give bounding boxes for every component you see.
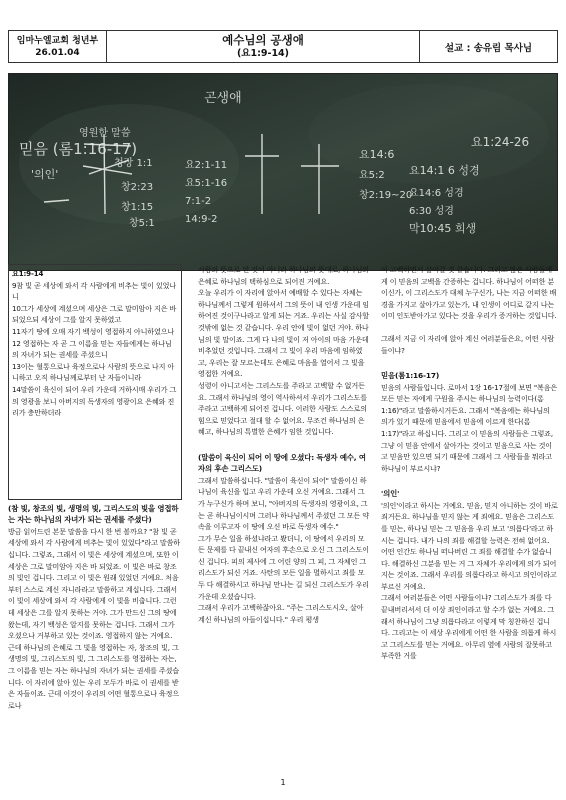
column-2 bbox=[195, 264, 369, 625]
scripture-verse: 11자기 땅에 오매 자기 백성이 영접하지 아니하였으나 bbox=[12, 326, 175, 336]
board-text: 요5:2 bbox=[359, 170, 385, 181]
body-paragraph: 그가 무슨 일을 하셨냐라고 봤더니, 이 땅에서 우리의 모든 문제를 다 끝내신 여자의 후손으로 오신 그 그리스도이신 겁니다. 피의 제사에 그 어린 양의 그 피, 그 자체인 그리스도가 되신 거죠. 사탄의 모든 일을 멸하시고 죄를 모두 다 해결하시고 하나님 만나는 길 되신 그리스도가 우리 가운데 오셨습니다. bbox=[198, 533, 369, 601]
board-text: 창2:23 bbox=[121, 182, 154, 193]
body-paragraph: 방금 읽어드린 본문 말씀을 다시 한 번 볼까요? "참 빛 곧 세상에 와서 각 사람에게 비추는 빛이 있었다"라고 말씀하십니다. 그렇죠, 그래서 이 빛은 세상에 계셨으며, 또한 이 세상은 그로 말미암아 지은 바 되었죠. 이 빛은 바로 창조의 빛인 겁니다. 그리고 이 빛은 원래 있었던 거예요. 처음부터 스스로 계신 자니라라고 말씀하고 계십니다. 그래서 이 빛이 세상에 와서 각 사람에게 이 빛을 비춥니다. 그런데 세상은 그를 알지 못하는 거야. 그가 만드신 그의 땅에 왔는데, 자기 백성은 알지를 못하는 겁니다. 그래서 그가 오셨으나 거부하고 있는 것이죠. 영접하지 않는 거예요. bbox=[8, 526, 181, 641]
sermon-title: 예수님의 공생애 bbox=[222, 32, 304, 47]
bulletin-page bbox=[8, 30, 558, 765]
body-paragraph: 이 고백하면서 살아갈 것 같습니다. 그리고 많은 사람들에게 이 믿음의 고백을 간증하는 겁니다. 하나님이 어떠한 분이신가, 이 그리스도가 대체 누구신가, 나는 지금 어떠한 배경을 가지고 살아가고 있는가, 내 인생이 어디로 갈지 나는 이미 인도받아가고 있다는 것을 우리가 증거하는 것입니다. bbox=[381, 265, 557, 321]
board-text: '의인' bbox=[31, 168, 59, 181]
sermon-reference: (요1:9-14) bbox=[236, 47, 290, 59]
sermon-title-cell bbox=[107, 31, 419, 62]
preacher-cell bbox=[419, 31, 557, 62]
board-text: 요2:1-11 bbox=[185, 160, 228, 171]
board-text: 곤생애 bbox=[204, 91, 242, 106]
header-table bbox=[8, 30, 558, 63]
scripture-verse: 14말씀이 육신이 되어 우리 가운데 거하시매 우리가 그의 영광을 보니 아버지의 독생자의 영광이요 은혜와 진리가 충만하더라 bbox=[12, 384, 177, 418]
column-1 bbox=[8, 264, 182, 711]
body-paragraph: '의인'이라고 하시는 거예요. 믿음, 믿지 아니하는 것이 바로 죄거든요. 하나님을 믿지 않는 게 죄예요. 믿음은 그리스도를 믿는, 하나님 믿는 그 믿음을 우리 보고 '의롭다'라고 하시는 겁니다. 내가 나의 죄를 해결할 능력은 전혀 없어요. 어떤 인간도 하나님 떠나버린 그 죄를 해결할 수가 없습니다. 해결하신 그분을 믿는 거 그 자체가 우리에게 의가 되어지는 것이죠. 그래서 우리를 의롭다라고 하시고 의인이라고 부르신 거예요. bbox=[381, 500, 558, 591]
board-text: 7:1-2 bbox=[185, 196, 212, 207]
chalkboard-image bbox=[9, 74, 557, 270]
church-info bbox=[9, 31, 107, 62]
column-3 bbox=[378, 264, 558, 662]
body-paragraph: 오늘 우리가 이 자리에 앉아서 예배할 수 있다는 자체는 하나님께서 그렇게 원하셔서 그의 뜻이 내 인생 가운데 임하여진 것이구나라고 알게 되는 거죠. 우리는 사실 감사할 것밖에 없는 것 같습니다. 우리 안에 빛이 없던 거야. 하나님의 빛 말이죠. 그게 다 나의 빛이 저 아이의 마음 가운데 비추었던 것입니다. 그래서 그 빛이 우리 마음에 임하였고, 우리는 잘 모르는데도 은혜로 마음을 열어서 그 빛을 영접한 거예요. bbox=[198, 288, 369, 379]
scripture-verse: 10그가 세상에 계셨으며 세상은 그로 말미암아 지은 바 되었으되 세상이 그를 알지 못하였고 bbox=[12, 303, 177, 325]
scripture-verse: 12 영접하는 자 곧 그 이름을 믿는 자들에게는 하나님의 자녀가 되는 권세를 주셨으니 bbox=[12, 338, 172, 360]
chalkboard-photo bbox=[8, 73, 558, 271]
church-name: 임마누엘교회 청년부 bbox=[16, 35, 99, 46]
page-number: 1 bbox=[280, 778, 286, 787]
scripture-reference: 요1:9-14 bbox=[12, 269, 44, 278]
board-text: 막10:45 희생 bbox=[409, 222, 477, 235]
board-text: 믿음 (롬1:16-17) bbox=[19, 140, 138, 158]
preacher-name: 설교 : 송유림 목사님 bbox=[444, 42, 533, 54]
bulletin-date: 26.01.04 bbox=[35, 47, 80, 58]
scripture-verse: 13이는 혈통으로나 육정으로나 사람의 뜻으로 나지 아니하고 오직 하나님께로부터 난 자들이니라 bbox=[12, 361, 175, 383]
body-paragraph: 사람의 뜻으로 된 것이 아니라 하나님의 뜻대로, 하나님의 은혜로 하나님의 택하심으로 되어진 거예요. bbox=[198, 265, 369, 286]
section-heading: 믿음(롬1:16-17) bbox=[381, 371, 440, 381]
body-paragraph: 그래서 말씀하십니다. "말씀이 육신이 되어" 말씀이신 하나님이 육신을 입고 우리 가운데 오신 거예요. 그래서 그가 누구신가 하며 보니, "아버지의 독생자의 영광이요, 그는 곧 하나님이시며 그러나 하나님께서 주셨던 그 모든 약속을 이루고자 이 땅에 오신 바로 독생자 예수." bbox=[198, 475, 369, 532]
board-text: 14:9-2 bbox=[185, 214, 218, 225]
section-heading: (참 빛, 창조의 빛, 생명의 빛, 그리스도의 빛을 영접하는 자는 하나님의 자녀가 되는 권세를 주셨다) bbox=[8, 504, 179, 525]
board-text: 요14:1 6 성경 bbox=[409, 164, 480, 177]
section-heading: '의인' bbox=[381, 489, 400, 499]
body-paragraph: 그래서 여러분들은 어떤 사람들이냐? 그리스도가 죄를 다 끝내버리셔서 더 이상 죄인이라고 할 수가 없는 거예요. 그래서 하나님이 그냥 의롭다라고 이렇게 막 칭찬하신 겁니다. 그리고는 이 세상 우리에게 어떤 한 사람을 의롭게 하시고 그리스도를 믿는 거예요. 아무리 옆에 사람의 잘못하고 부족한 거를 bbox=[381, 593, 557, 661]
body-paragraph: 믿음의 사람들입니다. 로마서 1장 16-17절에 보면 "복음은 모든 믿는 자에게 구원을 주시는 하나님의 능력이다(롬1:16)"라고 말씀하시거든요. 그래서 "복음에는 하나님의 의가 있기 때문에 믿음에서 믿음에 이르게 한다(롬1:17)"라고 하십니다. 그리고 이 믿음의 사람들은 그렇죠, 그냥 이 믿음 안에서 살아가는 것이고 믿음으로 사는 것이고 믿음만 있으면 되기 때문에 그래서 그 사람들을 뭐라고 하나님이 부르시냐? bbox=[381, 382, 558, 473]
scripture-verse: 9참 빛 곧 세상에 와서 각 사람에게 비추는 빛이 있었나니 bbox=[12, 280, 177, 302]
body-paragraph: 그래서 지금 이 자리에 앉아 계신 여러분들은요, 어떤 사람들이냐? bbox=[381, 333, 555, 355]
board-text: 창5:1 bbox=[129, 218, 155, 229]
board-text: 창1:15 bbox=[121, 202, 154, 213]
board-text: 청장 1:1 bbox=[114, 158, 153, 169]
board-text: 요14:6 bbox=[359, 148, 395, 161]
board-text: 영원한 말씀 bbox=[79, 128, 131, 139]
body-paragraph: 성령이 아니고서는 그리스도를 주라고 고백할 수 없거든요. 그래서 하나님의 영이 역사하셔서 우리가 그리스도를 주라고 고백하게 되어진 겁니다. 이러한 사람도 스스로의 힘으로 믿었다고 절대 할 수 없어요. 무조건 하나님의 은혜고, 하나님의 특별한 은혜가 임한 것입니다. bbox=[198, 380, 367, 437]
scripture-box bbox=[8, 264, 182, 500]
board-text: 요5:1-16 bbox=[185, 178, 228, 189]
body-paragraph: 그래서 우리가 고백하잖아요. "주는 그리스도시오, 살아계신 하나님의 아들이십니다." 우리 평생 bbox=[198, 603, 364, 624]
board-text: 6:30 성경 bbox=[409, 206, 454, 217]
section-heading: (말씀이 육신이 되어 이 땅에 오셨다: 독생자 예수, 여자의 후손 그리스도) bbox=[198, 452, 366, 474]
board-text: 창2:19~20 bbox=[359, 190, 413, 201]
body-paragraph: 근데 하나님의 은혜로 그 빛을 영접하는 자, 창조의 빛, 그 생명의 빛, 그리스도의 빛, 그 그리스도를 영접하는 자는, 그 이름을 믿는 자는 하나님의 자녀가 되는 권세를 주셨습니다. 이 자리에 앉아 있는 우리 모두가 바로 이 권세를 받은 자들이죠. 근데 이것이 우리의 어떤 혈통으로나 육정으로나 bbox=[8, 642, 179, 710]
board-text: 요14:6 성경 bbox=[409, 188, 464, 199]
board-text: 요1:24-26 bbox=[471, 135, 530, 149]
